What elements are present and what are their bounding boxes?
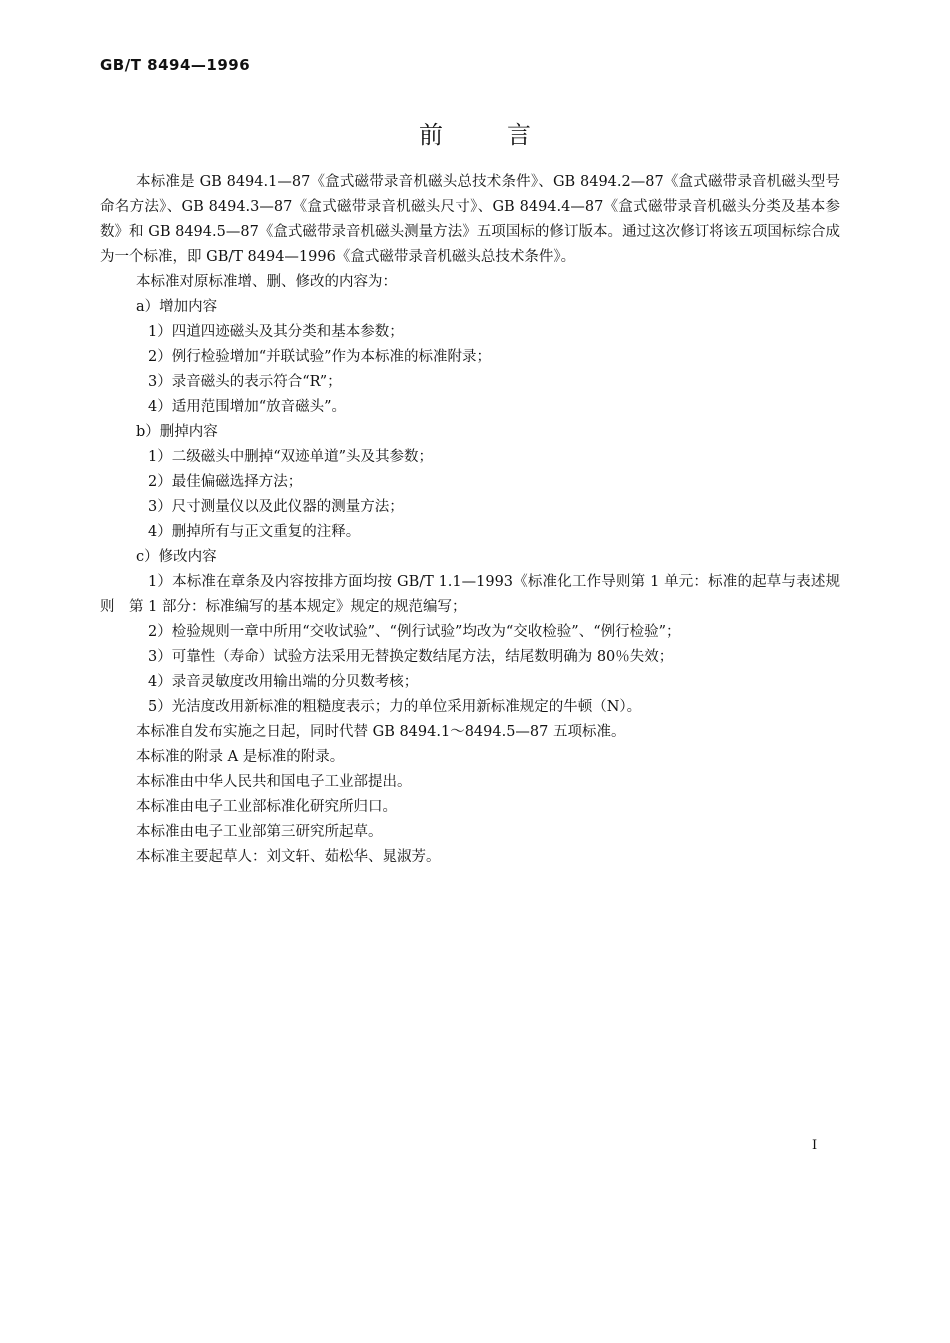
page-number: I (812, 1138, 818, 1153)
changes-lead: 本标准对原标准增、删、修改的内容为： (136, 274, 397, 290)
section-b-heading: b）删掉内容 (136, 424, 218, 440)
list-item: 3）可靠性（寿命）试验方法采用无替换定数结尾方法，结尾数明确为 80％失效； (148, 649, 674, 665)
page-title: 前言 (419, 121, 595, 149)
list-item: 1）四道四迹磁头及其分类和基本参数； (148, 324, 404, 340)
list-item: 2）例行检验增加“并联试验”作为本标准的标准附录； (148, 349, 492, 365)
list-item: 1）本标准在章条及内容按排方面均按 GB/T 1.1—1993《标准化工作导则第 1 单元：标准的起草与表述规则 第 1 部分：标准编写的基本规定》规定的规范编写； (100, 574, 840, 615)
list-item: 4）删掉所有与正文重复的注释。 (148, 524, 361, 540)
section-a-heading: a）增加内容 (136, 299, 218, 315)
closing-paragraph: 本标准的附录 A 是标准的附录。 (136, 749, 345, 765)
closing-paragraph: 本标准由电子工业部标准化研究所归口。 (136, 799, 397, 815)
list-item: 2）最佳偏磁选择方法； (148, 474, 303, 490)
document-body (100, 170, 840, 870)
closing-paragraph: 本标准主要起草人：刘文轩、茹松华、晁淑芳。 (136, 849, 441, 865)
list-item: 1）二级磁头中删掉“双迹单道”头及其参数； (148, 449, 434, 465)
list-item: 4）适用范围增加“放音磁头”。 (148, 399, 347, 415)
list-item: 2）检验规则一章中所用“交收试验”、“例行试验”均改为“交收检验”、“例行检验”； (148, 624, 681, 640)
section-c-heading: c）修改内容 (136, 549, 217, 565)
list-item: 3）录音磁头的表示符合“R”； (148, 374, 342, 390)
list-item: 4）录音灵敏度改用输出端的分贝数考核； (148, 674, 419, 690)
closing-paragraph: 本标准由电子工业部第三研究所起草。 (136, 824, 383, 840)
closing-paragraph: 本标准由中华人民共和国电子工业部提出。 (136, 774, 412, 790)
intro-paragraph: 本标准是 GB 8494.1—87《盒式磁带录音机磁头总技术条件》、GB 8494.2—87《盒式磁带录音机磁头型号命名方法》、GB 8494.3—87《盒式磁带录音机磁头尺寸》、GB 8494.4—87《盒式磁带录音机磁头分类及基本参数》和 GB 8494.5—87《盒式磁带录音机磁头测量方法》五项国标的修订版本。通过这次修订将该五项国标综合成为一个标准，即 GB/T 8494—1996《盒式磁带录音机磁头总技术条件》。 (100, 174, 840, 265)
closing-paragraph: 本标准自发布实施之日起，同时代替 GB 8494.1～8494.5—87 五项标准。 (136, 724, 626, 740)
list-item: 5）光洁度改用新标准的粗糙度表示；力的单位采用新标准规定的牛顿（N）。 (148, 699, 642, 715)
list-item: 3）尺寸测量仪以及此仪器的测量方法； (148, 499, 404, 515)
standard-code-header: GB/T 8494—1996 (100, 56, 251, 74)
